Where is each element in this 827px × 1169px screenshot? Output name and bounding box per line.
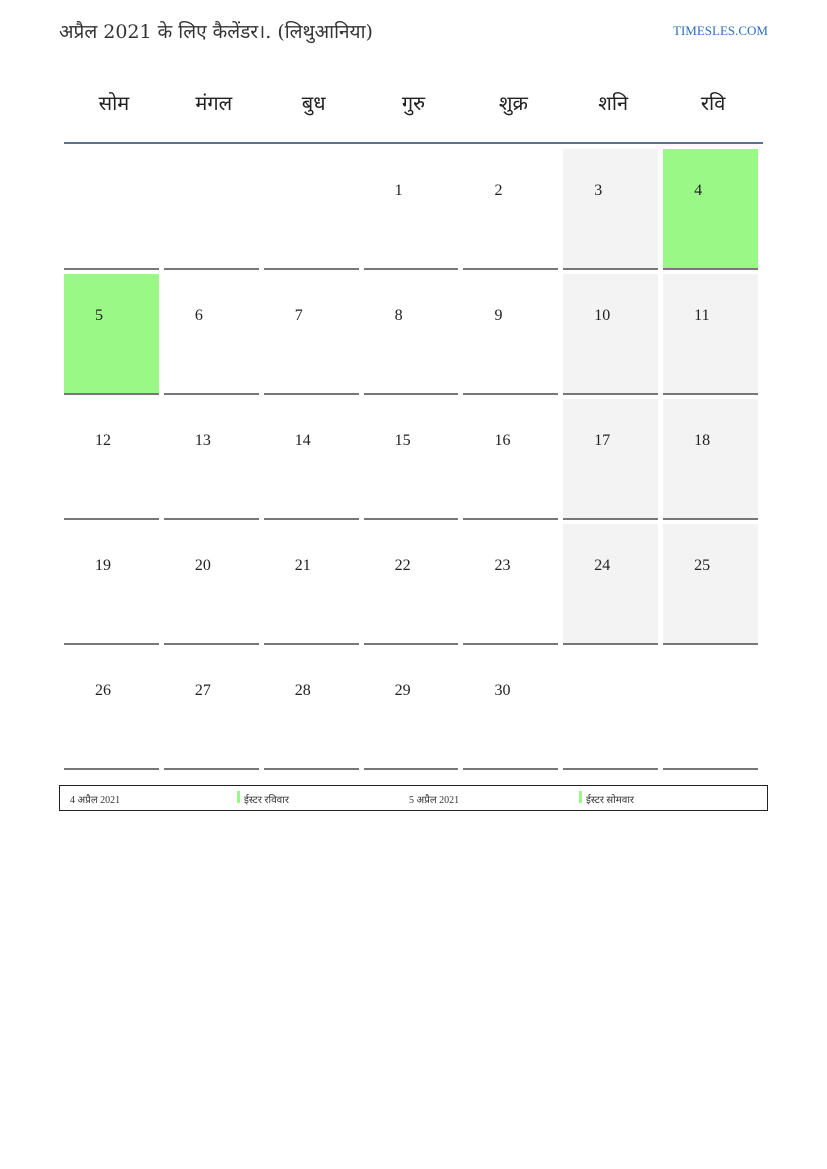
day-underline (563, 643, 658, 645)
legend-color-mark-2 (579, 791, 582, 803)
calendar-week-row (64, 649, 763, 774)
day-cell-background (463, 399, 558, 520)
day-cell-background (164, 399, 259, 520)
calendar-day-cell[interactable] (164, 399, 264, 524)
calendar-day-cell[interactable] (463, 399, 563, 524)
day-cell-background (463, 274, 558, 395)
day-cell-background (663, 149, 758, 270)
calendar-day-cell[interactable] (563, 149, 663, 274)
day-number: 10 (594, 307, 611, 324)
weekday-friday: शुक्र (498, 91, 528, 115)
calendar-day-cell[interactable] (463, 149, 563, 274)
calendar-day-cell[interactable] (364, 524, 464, 649)
day-number: 17 (594, 432, 611, 449)
day-cell-background (364, 274, 459, 395)
day-cell-background (563, 399, 658, 520)
day-underline (463, 768, 558, 770)
day-underline (563, 768, 658, 770)
calendar-day-cell[interactable] (364, 149, 464, 274)
day-cell-background (563, 274, 658, 395)
weekday-thursday: गुरु (401, 91, 426, 115)
day-cell-background (663, 524, 758, 645)
day-cell-background (164, 524, 259, 645)
calendar-week-row (64, 399, 763, 524)
day-cell-background (164, 149, 259, 270)
site-link[interactable]: TIMESLES.COM (673, 23, 768, 38)
day-underline (463, 393, 558, 395)
day-number: 6 (194, 307, 203, 324)
calendar-day-cell[interactable] (364, 274, 464, 399)
day-underline (563, 268, 658, 270)
day-cell-background (64, 524, 159, 645)
calendar-day-cell[interactable] (463, 524, 563, 649)
calendar-week-row (64, 149, 763, 274)
day-underline (64, 268, 159, 270)
calendar-day-cell[interactable] (264, 524, 364, 649)
day-underline (663, 393, 758, 395)
day-underline (364, 268, 459, 270)
day-cell-background (64, 149, 159, 270)
day-number: 12 (95, 432, 111, 449)
day-underline (64, 393, 159, 395)
day-cell-background (264, 524, 359, 645)
legend-date-2: 5 अप्रैल 2021 (409, 795, 460, 806)
page-title: अप्रैल 2021 के लिए कैलेंडर।. (लिथुआनिया) (59, 21, 373, 43)
day-number: 11 (694, 307, 710, 324)
calendar-day-cell[interactable] (563, 524, 663, 649)
day-number: 8 (394, 307, 403, 324)
day-number: 29 (394, 682, 411, 699)
day-underline (264, 518, 359, 520)
calendar-day-cell[interactable] (463, 649, 563, 774)
calendar-day-cell[interactable] (264, 399, 364, 524)
header-divider (64, 142, 763, 144)
day-cell-background (364, 649, 459, 770)
day-cell-background (563, 524, 658, 645)
weekday-wednesday: बुध (301, 91, 326, 115)
day-underline (164, 768, 259, 770)
day-cell-background (264, 399, 359, 520)
calendar-empty-cell (164, 149, 264, 274)
holiday-legend (59, 785, 768, 811)
day-number: 1 (394, 182, 403, 199)
weekday-monday: सोम (98, 91, 130, 115)
day-number: 2 (494, 182, 503, 199)
day-cell-background (663, 274, 758, 395)
calendar-empty-cell (64, 149, 164, 274)
day-underline (663, 768, 758, 770)
day-underline (64, 768, 159, 770)
day-underline (164, 393, 259, 395)
calendar-day-cell[interactable] (264, 274, 364, 399)
calendar-day-cell[interactable] (663, 399, 763, 524)
calendar-day-cell[interactable] (364, 649, 464, 774)
calendar-day-cell[interactable] (663, 274, 763, 399)
day-cell-background (64, 274, 159, 395)
day-number: 24 (594, 557, 611, 574)
day-cell-background (663, 399, 758, 520)
day-underline (164, 268, 259, 270)
day-cell-background (364, 524, 459, 645)
calendar-empty-cell (264, 149, 364, 274)
day-number: 13 (194, 432, 211, 449)
day-underline (164, 643, 259, 645)
day-underline (663, 643, 758, 645)
calendar-day-cell[interactable] (663, 149, 763, 274)
day-number: 19 (95, 557, 111, 574)
day-number: 21 (294, 557, 311, 574)
legend-holiday-1: ईस्टर रविवार (244, 795, 289, 806)
calendar-day-cell[interactable] (64, 649, 164, 774)
day-underline (663, 268, 758, 270)
calendar-day-cell[interactable] (164, 274, 264, 399)
weekday-tuesday: मंगल (195, 91, 233, 115)
day-underline (264, 768, 359, 770)
day-underline (563, 518, 658, 520)
calendar-day-cell[interactable] (164, 649, 264, 774)
legend-date-1: 4 अप्रैल 2021 (70, 795, 121, 806)
day-number: 3 (594, 182, 603, 199)
calendar-empty-cell (563, 649, 663, 774)
day-number: 30 (494, 682, 511, 699)
day-underline (264, 268, 359, 270)
day-number: 15 (394, 432, 411, 449)
calendar-day-cell[interactable] (64, 274, 164, 399)
day-cell-background (264, 649, 359, 770)
day-cell-background (563, 149, 658, 270)
day-underline (364, 643, 459, 645)
day-cell-background (663, 649, 758, 770)
calendar-day-cell[interactable] (64, 399, 164, 524)
day-underline (364, 393, 459, 395)
day-number: 5 (95, 307, 103, 324)
day-cell-background (364, 399, 459, 520)
day-underline (463, 268, 558, 270)
calendar-day-cell[interactable] (463, 274, 563, 399)
day-cell-background (463, 524, 558, 645)
day-number: 22 (394, 557, 411, 574)
day-underline (563, 393, 658, 395)
day-underline (463, 518, 558, 520)
day-cell-background (364, 149, 459, 270)
day-underline (463, 643, 558, 645)
day-cell-background (64, 649, 159, 770)
day-cell-background (563, 649, 658, 770)
day-cell-background (164, 274, 259, 395)
day-number: 16 (494, 432, 511, 449)
day-underline (264, 643, 359, 645)
day-number: 27 (194, 682, 211, 699)
legend-holiday-2: ईस्टर सोमवार (586, 795, 634, 806)
day-underline (364, 768, 459, 770)
calendar-week-row (64, 274, 763, 399)
legend-color-mark-1 (237, 791, 240, 803)
day-number: 9 (494, 307, 503, 324)
day-underline (64, 643, 159, 645)
calendar-day-cell[interactable] (364, 399, 464, 524)
day-number: 14 (294, 432, 311, 449)
day-underline (663, 518, 758, 520)
day-cell-background (264, 149, 359, 270)
calendar-empty-cell (663, 649, 763, 774)
calendar-day-cell[interactable] (663, 524, 763, 649)
calendar-day-cell[interactable] (264, 649, 364, 774)
day-number: 18 (694, 432, 711, 449)
day-number: 26 (95, 682, 111, 699)
calendar-day-cell[interactable] (164, 524, 264, 649)
day-number: 20 (194, 557, 211, 574)
day-cell-background (463, 649, 558, 770)
day-cell-background (64, 399, 159, 520)
day-number: 25 (694, 557, 711, 574)
calendar-day-cell[interactable] (563, 274, 663, 399)
day-underline (364, 518, 459, 520)
day-number: 4 (694, 182, 703, 199)
day-underline (264, 393, 359, 395)
day-cell-background (463, 149, 558, 270)
weekday-sunday: रवि (700, 91, 726, 115)
weekday-saturday: शनि (598, 91, 629, 115)
weekday-header-row (64, 78, 763, 142)
day-cell-background (264, 274, 359, 395)
calendar-grid (64, 149, 763, 774)
calendar-day-cell[interactable] (563, 399, 663, 524)
calendar-day-cell[interactable] (64, 524, 164, 649)
day-number: 28 (294, 682, 311, 699)
day-underline (64, 518, 159, 520)
day-cell-background (164, 649, 259, 770)
day-number: 7 (294, 307, 303, 324)
day-underline (164, 518, 259, 520)
calendar-week-row (64, 524, 763, 649)
day-number: 23 (494, 557, 511, 574)
